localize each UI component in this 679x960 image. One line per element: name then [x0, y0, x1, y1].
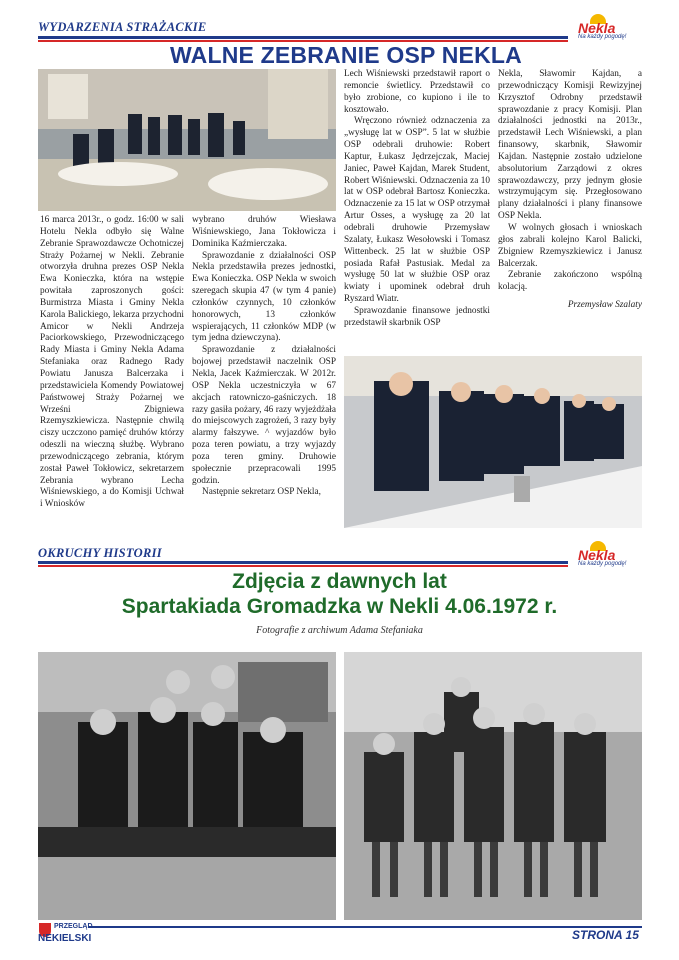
logo-tagline: Na każdy pogodę! — [578, 34, 627, 40]
brand-bottom: NEKIELSKI — [38, 933, 92, 944]
paragraph: Sprawozdanie z działalności bojowej przedstawił naczelnik OSP Nekla, Jacek Kaźmierczak. W 2012r. OSP Nekla uczestniczyła w 67 akcjach ratowniczo-gaśniczych. 18 razy gasiła pożary, 46 razy wyjeżdżała do miejscowych zagrożeń, 3 razy były alarmy fałszywe. ^ wyjazdów było poza teren powiatu, a trzy wyjazdy poza teren gminy. Druhowie społecznie przepracowali 1995 godzin. — [192, 345, 336, 486]
signature: Przemysław Szalaty — [567, 300, 642, 311]
paragraph: Następnie sekretarz OSP Nekla, — [202, 487, 321, 498]
logo-text: Nekla — [578, 20, 616, 36]
article-col-4 — [498, 69, 642, 312]
history-rule-red — [38, 565, 568, 567]
paragraph: 16 marca 2013r., o godz. 16:00 w sali Hotelu Nekla odbyło się Walne Zebranie Sprawozdawcze Ochotniczej Straży Pożarnej w Nekli. Zebranie otworzyła druhna prezes OSP Nekla Ewa Konieczka, która na wstępie powitała zaproszonych gości: Burmistrza Miasta i Gminy Nekla Karola Balickiego, lekarza przychodni Amicor w Nekli Andrzeja Paciorkowskiego, Przewodniczącego Rady Miasta i Gminy Nekla Adama Stefaniaka oraz Radnego Rady Powiatu Janusza Balcerzaka i przedstawiciela Komendy Powiatowej Państwowej Straży Pożarnej we Wrześni Zbigniewa Rzemyszkiewicza. Następnie chwilą ciszy uczczono pamięć druhów którzy odeszli na wieczną służbę. Wybrano przewodniczącego zebrania, którym został Paweł Tokłowicz, sekretarzem Zebrania wybrano Lecha Wiśniewskiego, a do Komisji Uchwał i Wniosków — [40, 215, 184, 510]
history-rule — [38, 561, 568, 564]
history-photo-left — [38, 652, 336, 920]
paragraph: Nekla, Sławomir Kajdan, a przewodniczący Komisji Rewizyjnej Krzysztof Odrobny przedstawił sprawozdanie z pracy Komisji. Plan działalności jednostki na 2013r., przedstawił Lech Wiśniewski, a plan finansowy, skarbnik, Sławomir Kajdan. Następnie zostało udzielone absolutorium Zarządowi z okres sprawozdawczy, przy jednym głosie wstrzymującym się. Przegłosowano plany działalności i plany finansowe OSP Nekla. — [498, 69, 642, 222]
header-rule — [38, 36, 568, 39]
przeglad-nekielski-logo — [38, 920, 98, 950]
nekla-logo-history — [572, 541, 642, 567]
paragraph: Wręczono również odznaczenia za „wysługę lat w OSP”. 5 lat w służbie OSP odebrali druhowie: Robert Kaptur, Łukasz Jędrzejczak, Maciej Janiec, Paweł Kajdan, Marek Student, Robert Wiśniewski. Odznaczenia za 10 lat w OSP odebrał Bartosz Konieczka. Odznaczenie za 15 lat w OSP otrzymał Artur Osses, a wysługę za 20 lat odebrali druhowie Przemysław Szalaty, Łukasz Wesołowski i Tomasz Wittenbeck. 25 lat w służbie OSP posiada Rafał Pastusiak. Medal za wysługę 50 lat w służbie OSP oraz kwiaty i upominek odebrał druh Ryszard Wiatr. — [344, 116, 490, 305]
paragraph: Sprawozdanie finansowe jednostki przedstawił skarbnik OSP — [344, 305, 490, 328]
article-col-3 — [344, 69, 490, 330]
meeting-photo-illustration — [38, 69, 336, 211]
firefighters-photo-illustration — [344, 356, 642, 528]
article-col-2 — [192, 215, 336, 499]
section-label-top: WYDARZENIA STRAŻACKIE — [38, 20, 207, 34]
article-col-1 — [40, 215, 184, 511]
history-photo-right — [344, 652, 642, 920]
logo-tagline: Na każdy pogodę! — [578, 561, 627, 567]
paragraph: Sprawozdanie z działalności OSP Nekla przedstawiła prezes jednostki, Ewa Konieczka. OSP Nekla w swoich szeregach skupia 47 (w tym 4 panie) członków czynnych, 10 członków honorowych, 13 członków wspierających, 11 członków MDP (w tym jedna dziewczyna). — [192, 250, 336, 344]
history-photo-left-illustration — [38, 652, 336, 920]
logo-text: Nekla — [578, 547, 616, 563]
section-label-history: OKRUCHY HISTORII — [38, 546, 162, 560]
history-title-1: Zdjęcia z dawnych lat — [232, 570, 447, 593]
paragraph: Lech Wiśniewski przedstawił raport o remoncie świetlicy. Przedstawił co było zrobione, co kupiono i ile to kosztowało. — [344, 69, 490, 115]
nekla-logo-top — [572, 14, 642, 40]
brand-top: PRZEGLĄD — [54, 923, 93, 930]
history-photo-right-illustration — [344, 652, 642, 920]
footer-rule — [88, 926, 642, 928]
meeting-photo — [38, 69, 336, 211]
page-number: STRONA 15 — [572, 928, 639, 942]
article-title: WALNE ZEBRANIE OSP NEKLA — [170, 42, 522, 68]
history-caption: Fotografie z archiwum Adama Stefaniaka — [256, 625, 423, 636]
history-title-2: Spartakiada Gromadzka w Nekli 4.06.1972 r. — [121, 595, 558, 618]
firefighters-table-photo — [344, 356, 642, 528]
paragraph: W wolnych głosach i wnioskach głos zabrali kolejno Karol Balicki, Zbigniew Rzemyszkiewicz i Janusz Balcerzak. — [498, 222, 642, 269]
paragraph: Zebranie zakończono wspólną kolacją. — [498, 270, 642, 293]
paragraph: wybrano druhów Wiesława Wiśniewskiego, Jana Tokłowicza i Dominika Kaźmierczaka. — [192, 215, 336, 249]
